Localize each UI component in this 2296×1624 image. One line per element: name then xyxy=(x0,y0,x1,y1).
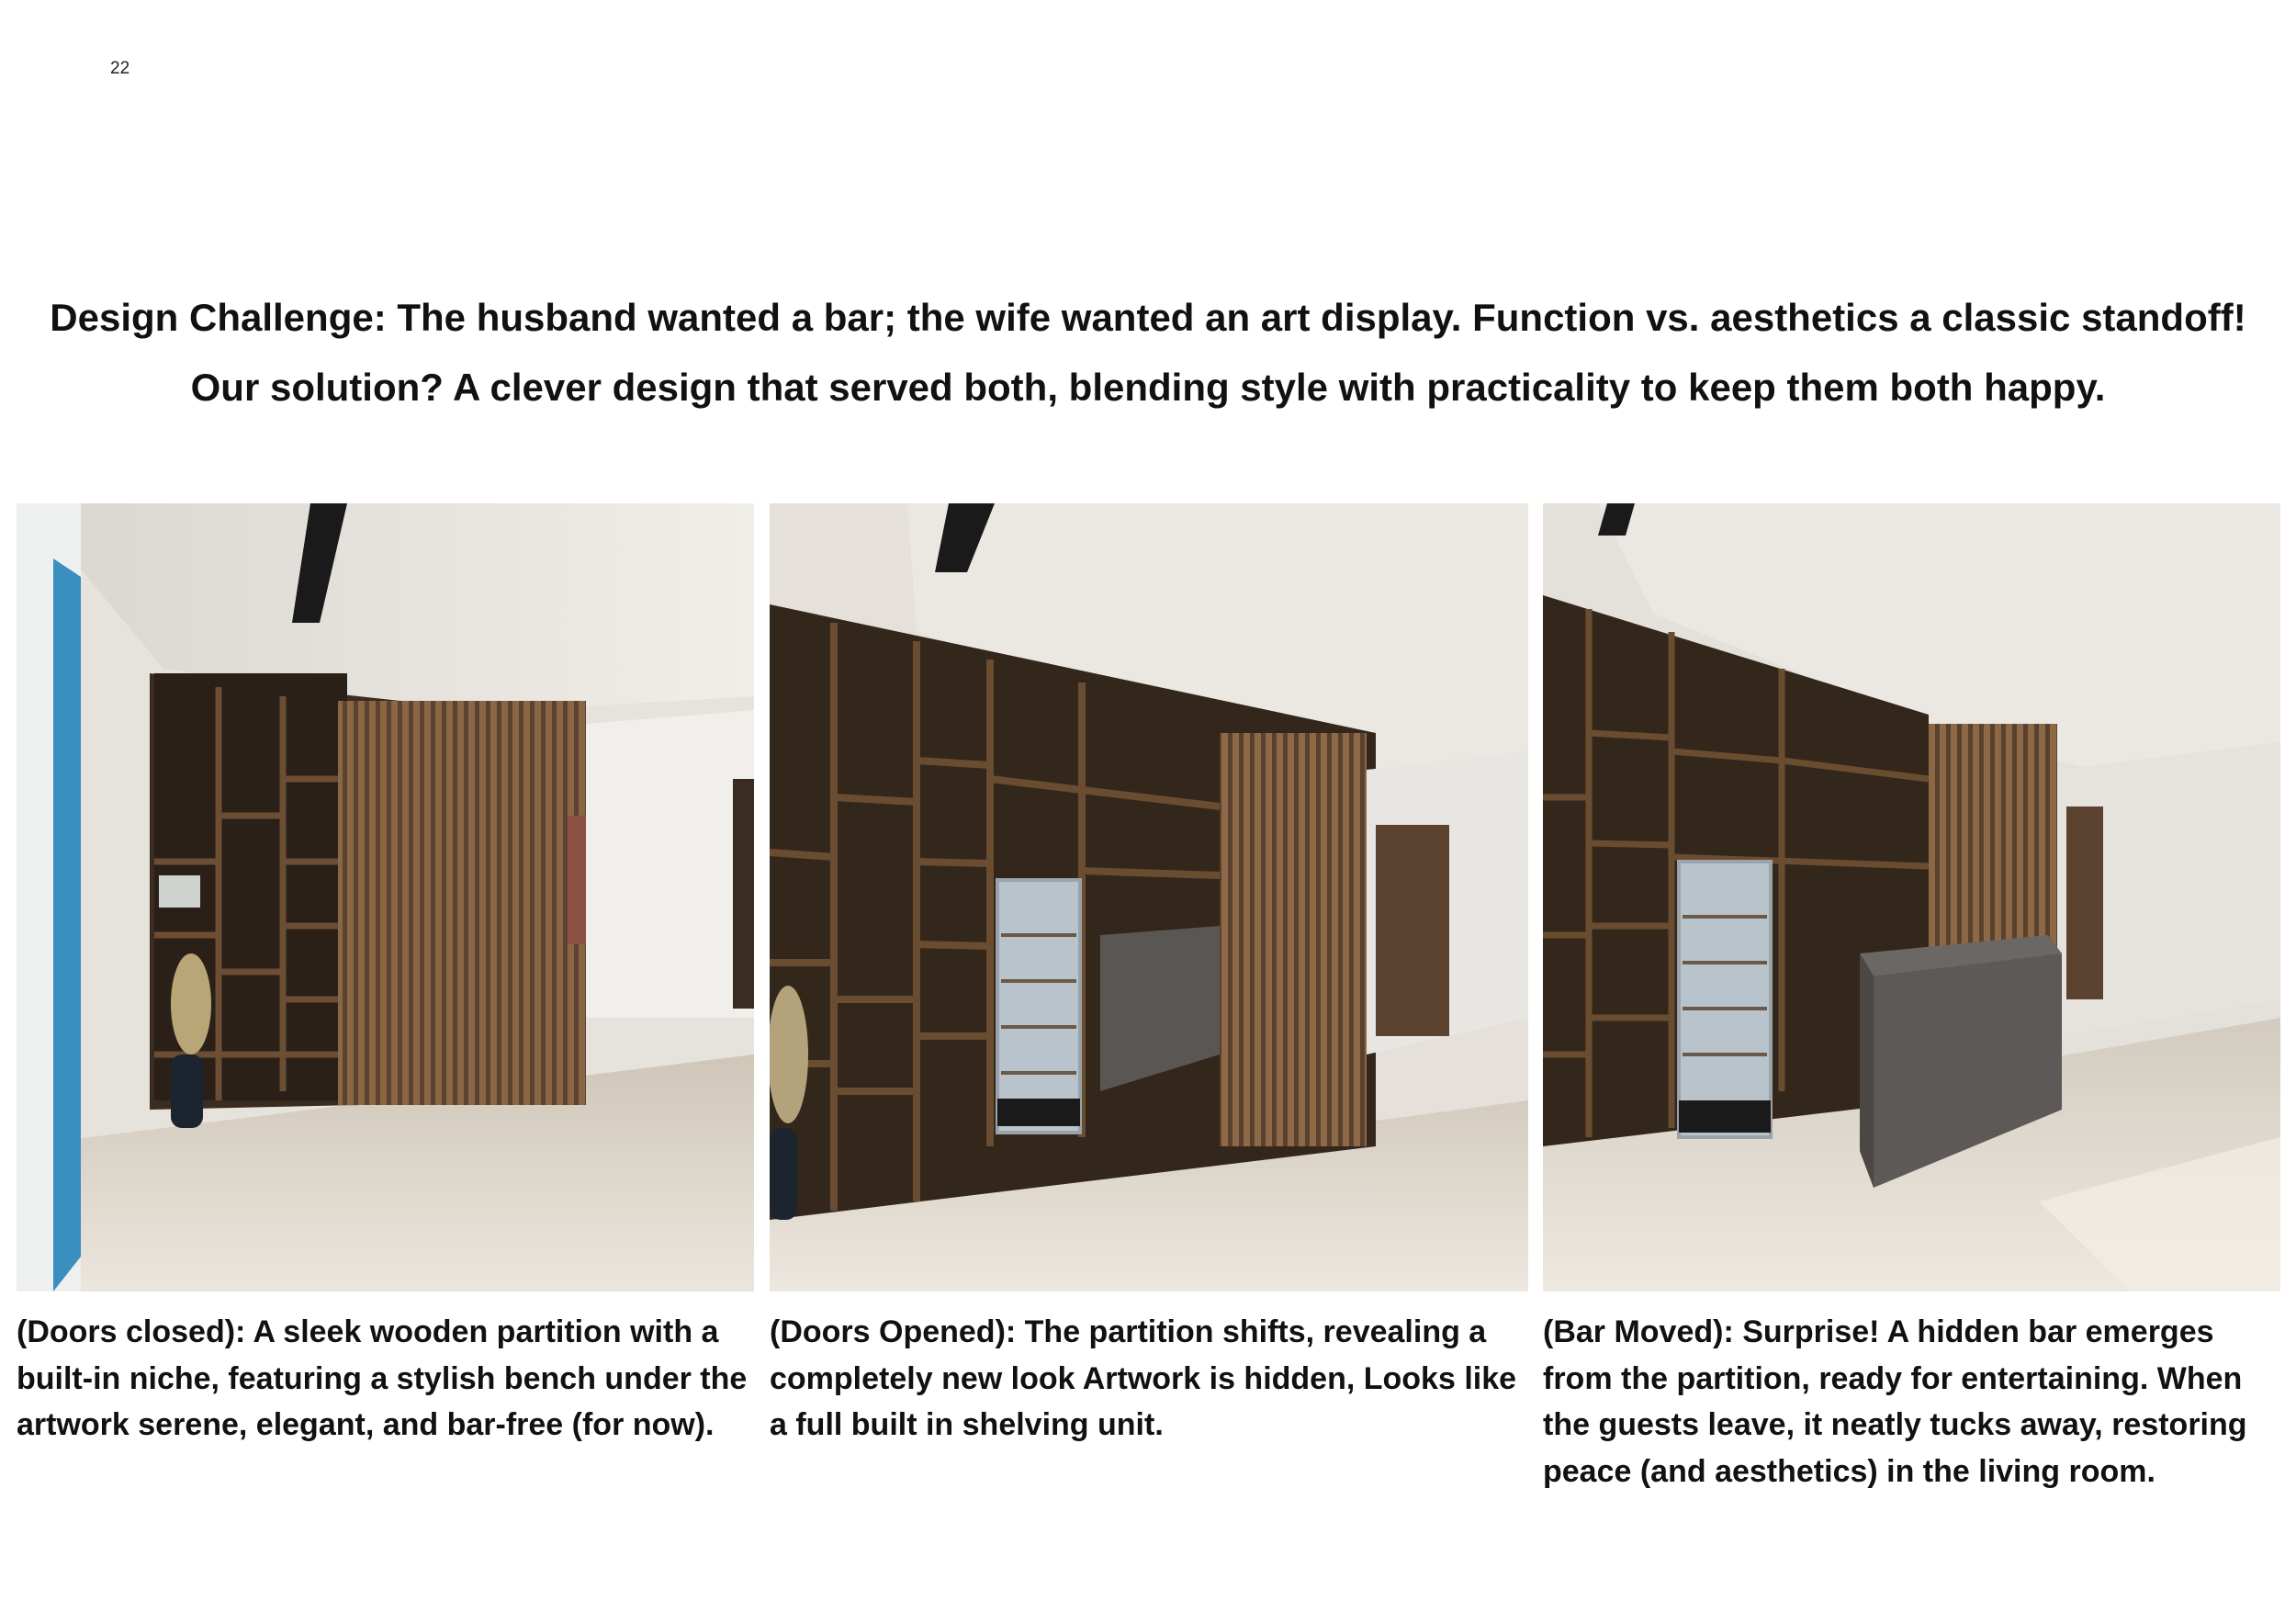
photo-bar-moved-image xyxy=(1543,503,2280,1291)
photo-doors-opened-image xyxy=(770,503,1528,1291)
headline xyxy=(0,283,2296,423)
headline-line-1: Design Challenge: The husband wanted a bar; the wife wanted an art display. Function vs. aesthetics a classic standoff! xyxy=(50,296,2246,339)
caption-doors-opened: (Doors Opened): The partition shifts, revealing a completely new look Artwork is hidden, Looks like a full built in shelving unit. xyxy=(770,1314,1517,1442)
photo-doors-closed-image xyxy=(17,503,754,1291)
caption-doors-closed: (Doors closed): A sleek wooden partition with a built-in niche, featuring a stylish bench under the artwork serene, elegant, and bar-free (for now). xyxy=(17,1314,748,1442)
photo-doors-opened xyxy=(770,503,1528,1291)
photo-doors-closed xyxy=(17,503,754,1291)
headline-line-2: Our solution? A clever design that served both, blending style with practicality to keep them both happy. xyxy=(190,366,2106,409)
caption-bar-moved: (Bar Moved): Surprise! A hidden bar emerges from the partition, ready for entertaining. When the guests leave, it neatly tucks away, restoring peace (and aesthetics) in the living room. xyxy=(1543,1314,2247,1489)
page-number: 22 xyxy=(110,59,130,78)
photo-bar-moved xyxy=(1543,503,2280,1291)
